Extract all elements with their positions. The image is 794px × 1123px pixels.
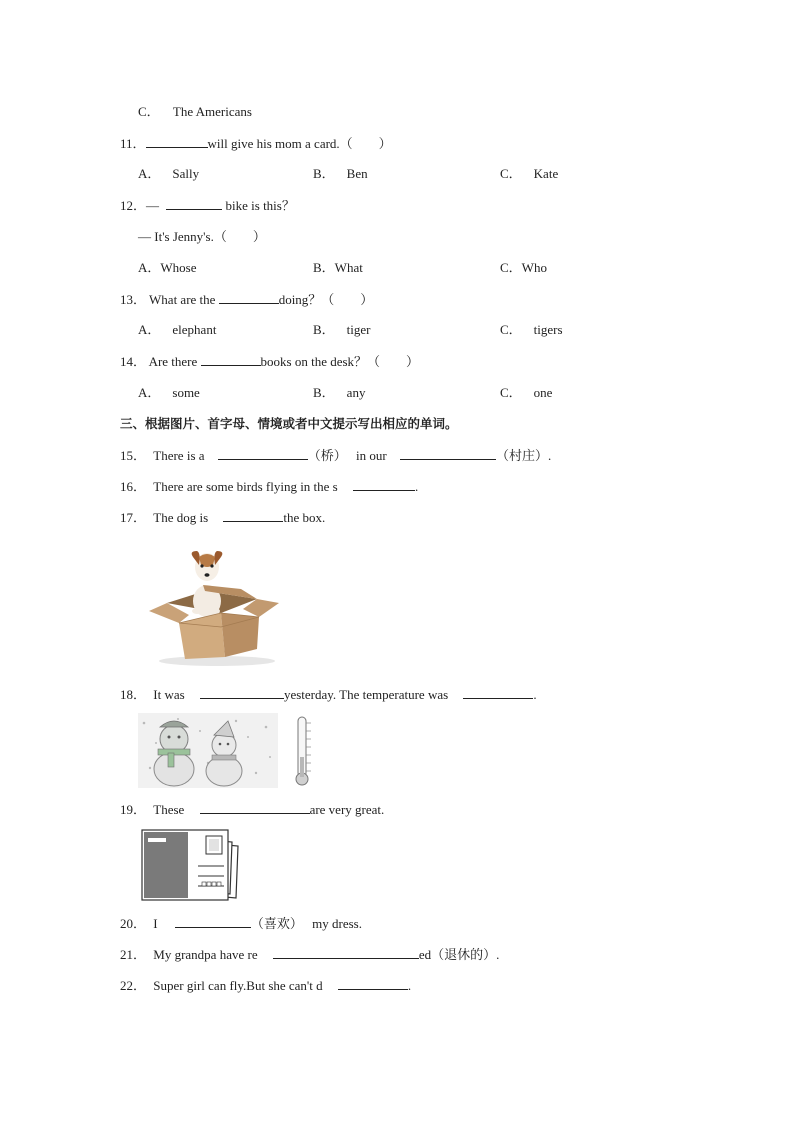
option-text: elephant [172,322,217,337]
question-number: 19． [120,802,147,817]
question-19 [120,801,384,818]
question-22 [120,977,411,994]
question-text: What are the [149,292,216,307]
answer-blank[interactable] [463,686,533,699]
dash: — [146,198,160,213]
option-text: one [533,385,553,400]
question-text: Super girl can fly.But she can't d [153,978,323,993]
question-number: 18． [120,687,147,702]
question-16 [120,478,418,495]
option-letter: C． [500,166,522,181]
question-text: My grandpa have re [153,947,258,962]
section-heading: 三、根据图片、首字母、情境或者中文提示写出相应的单词。 [120,416,458,431]
question-text: in our [356,448,387,463]
answer-blank[interactable] [338,977,408,990]
answer-blank[interactable] [200,801,310,814]
question-number: 16． [120,479,147,494]
hint-text: （桥） [307,448,347,463]
q12-option-c[interactable] [500,260,547,276]
answer-blank[interactable] [273,946,419,959]
question-number: 15． [120,448,147,463]
question-number: 13． [120,292,147,307]
period: . [548,448,552,463]
q14-option-c[interactable] [500,385,552,401]
option-letter: A． [138,385,161,400]
question-14 [120,353,419,370]
question-20 [120,915,362,932]
period: . [533,687,537,702]
question-text: It was [153,687,185,702]
question-text: will give his mom a card.（ ） [207,136,392,151]
option-letter: B． [313,385,335,400]
hint-text: （喜欢） [250,916,303,931]
question-12 [120,197,295,214]
question-text: I [153,916,158,931]
question-number: 17． [120,510,147,525]
q13-option-c[interactable] [500,322,563,338]
option-letter: A． [138,260,161,275]
q12-option-a[interactable] [138,260,197,276]
q13-option-a[interactable] [138,322,216,338]
option-text: tiger [346,322,371,337]
option-letter: C． [500,260,522,275]
question-21 [120,946,499,963]
q13-option-b[interactable] [313,322,371,338]
postcards-image [140,828,242,904]
question-text: bike is this？ [225,198,295,213]
answer-blank[interactable] [400,447,496,460]
q11-option-a[interactable] [138,166,199,182]
option-text: tigers [533,322,563,337]
option-text: Sally [172,166,200,181]
option-text: Ben [346,166,368,181]
question-text: the box. [283,510,326,525]
question-text: yesterday. The temperature was [283,687,449,702]
question-17 [120,509,325,526]
q11-option-c[interactable] [500,166,558,182]
question-text: my dress. [312,916,362,931]
question-text: Are there [148,354,198,369]
question-number: 20． [120,916,147,931]
question-text: There is a [153,448,205,463]
option-letter: B． [313,322,335,337]
question-13 [120,291,373,308]
option-letter: B． [313,260,335,275]
answer-blank[interactable] [175,915,251,928]
question-18 [120,686,537,703]
option-text: Who [521,260,547,275]
answer-blank[interactable] [353,478,415,491]
period: . [407,978,412,993]
option-text: some [172,385,200,400]
question-15 [120,447,551,464]
option-letter: A． [138,322,161,337]
question-number: 12． [120,198,147,213]
answer-blank[interactable] [201,353,261,366]
cold-weather-image [138,713,323,788]
question-number: 22． [120,978,147,993]
option-letter: C． [500,322,522,337]
question-text: books on the desk？（ ） [260,354,420,369]
answer-blank[interactable] [218,447,308,460]
option-letter: C． [138,104,160,119]
option-text: Kate [533,166,559,181]
option-text: The Americans [172,104,252,119]
option-letter: A． [138,166,161,181]
question-text: There are some birds flying in the s [153,479,338,494]
option-letter: C． [500,385,522,400]
option-text: What [334,260,363,275]
q10-option-c [138,104,252,120]
option-text: Whose [160,260,197,275]
question-11 [120,135,392,152]
q12-reply: — It's Jenny's.（ ） [138,229,266,244]
question-number: 21． [120,947,147,962]
answer-blank[interactable] [146,135,208,148]
option-letter: B． [313,166,335,181]
question-text: are very great. [309,802,385,817]
answer-blank[interactable] [200,686,284,699]
q14-option-a[interactable] [138,385,200,401]
q12-option-b[interactable] [313,260,363,276]
dog-in-box-image [145,545,285,667]
answer-blank[interactable] [223,509,283,522]
q11-option-b[interactable] [313,166,368,182]
answer-blank[interactable] [219,291,279,304]
question-text: ed（退休的）. [418,947,500,962]
question-text: doing？（ ） [278,292,374,307]
answer-blank[interactable] [166,197,222,210]
question-text: The dog is [153,510,209,525]
option-text: any [346,385,366,400]
hint-text: （村庄） [496,448,549,463]
question-number: 11． [120,136,146,151]
q14-option-b[interactable] [313,385,365,401]
question-text: These [153,802,185,817]
question-number: 14． [120,354,147,369]
period: . [415,479,419,494]
